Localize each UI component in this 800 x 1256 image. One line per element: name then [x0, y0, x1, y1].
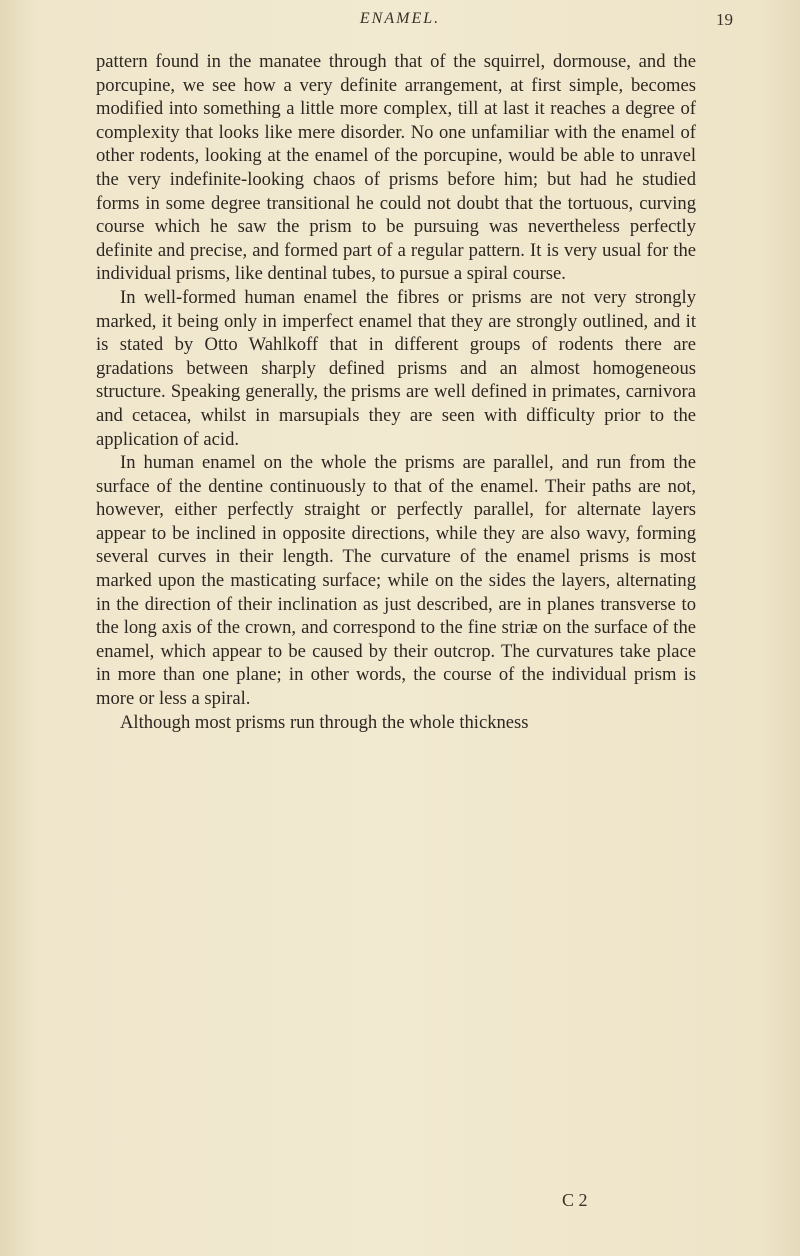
- body-text: [96, 50, 696, 734]
- page-header: [0, 10, 800, 34]
- page-number: 19: [716, 10, 733, 29]
- paragraph-4: Although most prisms run through the whole thickness: [120, 711, 529, 733]
- signature-mark: C 2: [562, 1190, 588, 1210]
- paragraph-2: In well-formed human enamel the fibres or prisms are not very strongly marked, it being only in imperfect enamel that they are strongly outlined, and it is stated by Otto Wahlkoff that in different groups of rodents there are gradations between sharply defined prisms and an almost homogeneous structure. Speaking generally, the prisms are well defined in primates, carnivora and cetacea, whilst in marsupials they are seen with difficulty prior to the application of acid.: [96, 286, 696, 450]
- paragraph-1: pattern found in the manatee through that of the squirrel, dormouse, and the porcupine, we see how a very definite arrangement, at first simple, becomes modified into something a little more complex, till at last it reaches a degree of complexity that looks like mere disorder. No one unfamiliar with the enamel of other rodents, looking at the enamel of the porcupine, would be able to unravel the very indefinite-looking chaos of prisms before him; but had he studied forms in some degree transitional he could not doubt that the tortuous, curving course which he saw the prism to be pursuing was nevertheless perfectly definite and precise, and formed part of a regular pattern. It is very usual for the individual prisms, like dentinal tubes, to pursue a spiral course.: [96, 51, 696, 285]
- paragraph-3: In human enamel on the whole the prisms are parallel, and run from the surface of the dentine continuously to that of the enamel. Their paths are not, however, either perfectly straight or perfectly parallel, for alternate layers appear to be inclined in opposite directions, while they are also wavy, forming several curves in their length. The curvature of the enamel prisms is most marked upon the masticating surface; while on the sides the layers, alternating in the direction of their inclination as just described, are in planes transverse to the long axis of the crown, and correspond to the fine striæ on the surface of the enamel, which appear to be caused by their outcrop. The curvatures take place in more than one plane; in other words, the course of the individual prism is more or less a spiral.: [96, 452, 696, 710]
- running-title: ENAMEL.: [359, 10, 441, 27]
